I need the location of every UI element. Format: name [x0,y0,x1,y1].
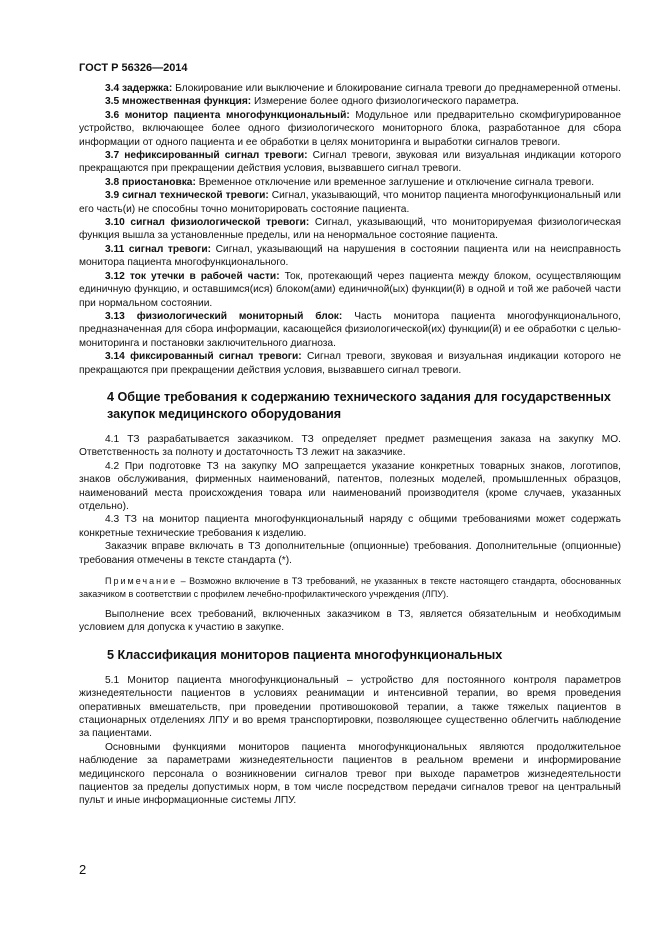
definition-3-6: 3.6 монитор пациента многофункциональный: Модульное или предварительно скомфигурированное устройство, включающее более одного физиологического мониторного блока, разработанное для сбора информации от одного пациента и ее обработки в целях мониторинга и выработки сигналов тревоги. [79,109,621,148]
definition-3-4: 3.4 задержка: Блокирование или выключение и блокирование сигнала тревоги до преднамеренной отмены. [105,83,621,94]
section-4-title: 4 Общие требования к содержанию технического задания для государственных закупок медицинского оборудования [107,389,611,421]
definition-3-13: 3.13 физиологический мониторный блок: Часть монитора пациента многофункционального, предназначенная для сбора информации, касающейся физиологической(их) функции(й) и ее обработки с целью-мониторинга и постановки заключительного диагноза. [79,310,622,349]
definition-3-5: 3.5 множественная функция: Измерение более одного физиологического параметра. [105,96,519,108]
page-number: 2 [79,862,87,877]
section-5-paragraph: Основными функциями мониторов пациента многофункциональных являются продолжительное наблюдение за параметрами жизнедеятельности пациентов в реальном времени и информирование медицинского персонала о возникновении сигналов тревог при выходе параметров жизнедеятельности пациентов за пределы допустимых норм, в том числе посредством передачи сигналов тревог на центральный пульт и иные информационные системы ЛПУ. [79,741,621,807]
definition-3-8: 3.8 приостановка: Временное отключение или временное заглушение и отключение сигнала тревоги. [105,176,595,188]
note-text: – Возможно включение в ТЗ требований, не указанных в тексте настоящего стандарта, обоснованных заказчиком в соответствии с профилем лечебно-профилактического учреждения (ЛПУ). [79,576,621,599]
section-4-note [79,575,621,600]
section-4-paragraph: Выполнение всех требований, включенных заказчиком в ТЗ, является обязательным и необходимым условием для допуска к участию в закупке. [79,609,621,634]
section-4-paragraph: 4.3 ТЗ на монитор пациента многофункциональный наряду с общими требованиями может содержать конкретные технические требования к изделию. [79,514,621,539]
section-5-title: 5 Классификация мониторов пациента многофункциональных [107,647,503,662]
section-4-paragraph: 4.1 ТЗ разрабатывается заказчиком. ТЗ определяет предмет размещения заказа на закупку МО. Ответственность за полноту и достаточность ТЗ лежит на заказчике. [79,433,621,459]
definitions-list [79,82,621,377]
definition-3-11: 3.11 сигнал тревоги: Сигнал, указывающий на нарушения в состоянии пациента или на неисправность монитора пациента многофункционального. [79,243,621,269]
definition-3-10: 3.10 сигнал физиологической тревоги: Сигнал, указывающий, что мониторируемая физиологическая функция вышла за установленные пределы, или на ненормальное состояние пациента. [79,217,621,242]
section-5-paragraph: 5.1 Монитор пациента многофункциональный – устройство для постоянного контроля параметров жизнедеятельности пациентов в условиях реанимации и интенсивной терапии, во время проведения оперативных вмешательств, при проведении противошоковой терапии, а также тяжелых пациентов в стационарных отделениях ЛПУ и во время транспортировки, позволяющее существенно облегчить наблюдение за пациентами. [79,674,621,740]
definition-3-9: 3.9 сигнал технической тревоги: Сигнал, указывающий, что монитор пациента многофункциональный или его часть(и) не способны точно мониторировать состояние пациента. [79,190,621,215]
note-label: Примечание [105,576,178,586]
definition-3-12: 3.12 ток утечки в рабочей части: Ток, протекающий через пациента между блоком, осуществляющим единичную функцию, и оставшимся(ися) блоком(ами) единичной(ых) функции(й) в одной и той же рабочей части при нормальном состоянии. [79,270,621,309]
definition-3-14: 3.14 фиксированный сигнал тревоги: Сигнал тревоги, звуковая и визуальная индикации которого не прекращаются при прекращении действия условия, вызвавшего сигнал тревоги. [79,351,621,376]
section-4-paragraph: Заказчик вправе включать в ТЗ дополнительные (опционные) требования. Дополнительные (опционные) требования отмечены в тексте стандарта (*). [79,541,621,566]
definition-3-7: 3.7 нефиксированный сигнал тревоги: Сигнал тревоги, звуковая или визуальная индикации которого прекращаются при прекращении действия условия, вызвавшего сигнал тревоги. [79,150,621,175]
section-4-paragraph: 4.2 При подготовке ТЗ на закупку МО запрещается указание конкретных товарных знаков, логотипов, знаков обслуживания, фирменных наименований, патентов, полезных моделей, промышленных образцов, наименований места происхождения товара или наименований производителя (кроме случаев, указанных отдельно). [79,460,621,512]
document-header: ГОСТ Р 56326—2014 [79,62,188,74]
